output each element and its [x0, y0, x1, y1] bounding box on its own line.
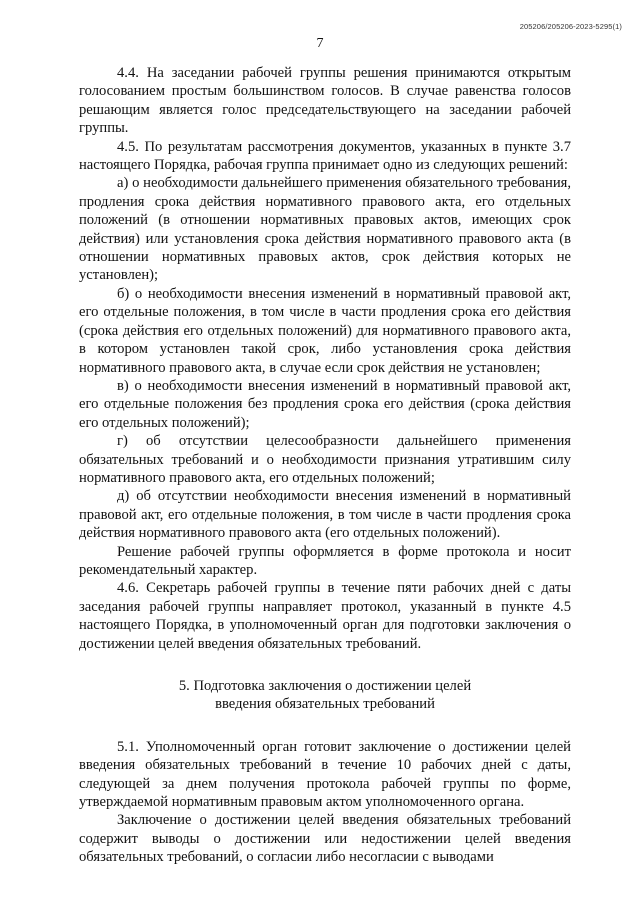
section-heading-line-1: 5. Подготовка заключения о достижении целей: [178, 678, 472, 694]
paragraph-4-5-g: г) об отсутствии целесообразности дальнейшего применения обязательных требований и о необходимости признания утратившим силу нормативного правового акта, его отдельных положений;: [79, 433, 571, 486]
paragraph-4-5-v: в) о необходимости внесения изменений в нормативный правовой акт, его отдельные положения без продления срока его действия (срока действия его отдельных положений);: [79, 377, 571, 431]
document-id: 205206/205206-2023-5295(1): [519, 22, 622, 31]
document-body: [79, 64, 571, 867]
paragraph-decision-note: Решение рабочей группы оформляется в форме протокола и носит рекомендательный характер.: [79, 543, 571, 578]
paragraph-4-5: 4.5. По результатам рассмотрения документов, указанных в пункте 3.7 настоящего Порядка, рабочая группа принимает одно из следующих решений:: [79, 138, 571, 174]
paragraph-conclusion: Заключение о достижении целей введения обязательных требований содержит выводы о достижении или недостижении целей введения обязательных требований, о согласии либо несогласии с выводами: [79, 812, 571, 866]
section-5-heading: [79, 677, 571, 714]
paragraph-4-4: 4.4. На заседании рабочей группы решения принимаются открытым голосованием простым большинством голосов. В случае равенства голосов решающим является голос председательствующего на заседании рабочей группы.: [79, 65, 571, 137]
page-number: 7: [316, 36, 324, 51]
section-heading-line-2: введения обязательных требований: [215, 696, 435, 713]
paragraph-4-5-d: д) об отсутствии необходимости внесения изменений в нормативный правовой акт, его отдельные положения, в том числе в части продления срока действия нормативного правового акта (его отдельных положений).: [79, 488, 571, 542]
paragraph-5-1: 5.1. Уполномоченный орган готовит заключение о достижении целей введения обязательных требований в течение 10 рабочих дней с даты, следующей за днем получения протокола рабочей группы по форме, утверждаемой нормативным правовым актом уполномоченного органа.: [79, 738, 571, 811]
paragraph-4-5-a: а) о необходимости дальнейшего применения обязательного требования, продления срока действия нормативного правового акта, его отдельных положений (в отношении нормативных правовых актов, имеющих срок действия) или установления срока действия нормативного правового акта (в отношении нормативных правовых актов, срок действия которых не установлен);: [79, 175, 571, 284]
paragraph-4-6: 4.6. Секретарь рабочей группы в течение пяти рабочих дней с даты заседания рабочей группы направляет протокол, указанный в пункте 4.5 настоящего Порядка, в уполномоченный орган для подготовки заключения о достижении целей введения обязательных требований.: [79, 580, 571, 652]
paragraph-4-5-b: б) о необходимости внесения изменений в нормативный правовой акт, его отдельные положения, в том числе в части продления срока его действия (срока действия его отдельных положений) для нормативного правового акта, в котором установлен такой срок, либо установления срока действия нормативного правового акта, в случае если срок действия не установлен;: [79, 285, 571, 376]
